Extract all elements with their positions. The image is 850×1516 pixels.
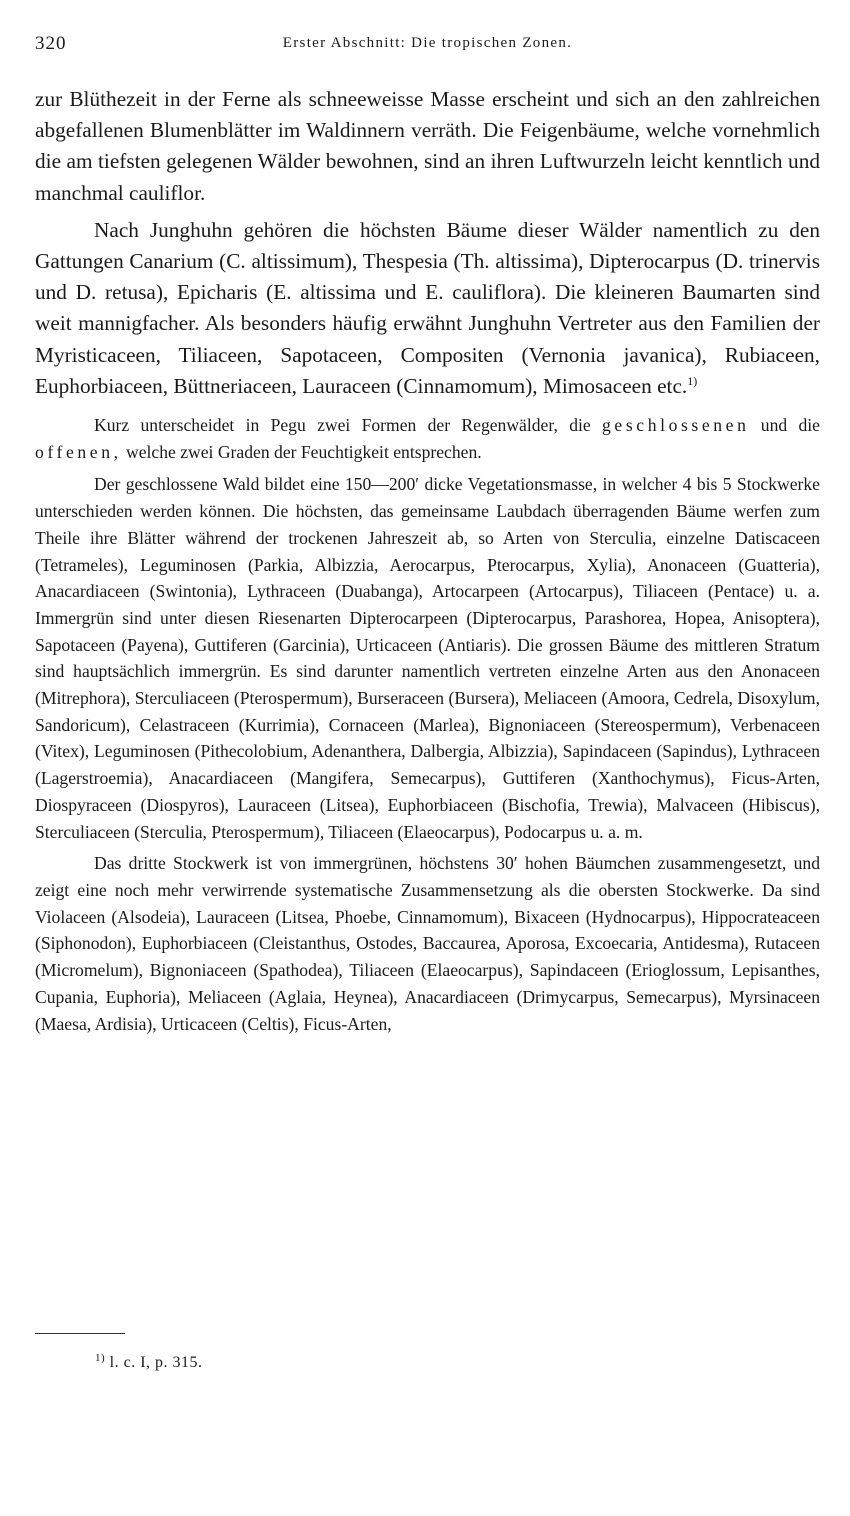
book-page bbox=[35, 0, 820, 1516]
footnote-reference: 1) bbox=[687, 373, 698, 388]
footnote bbox=[95, 1354, 203, 1372]
small-type-section bbox=[35, 412, 820, 1037]
paragraph-junghuhn-text: Nach Junghuhn gehören die höchsten Bäume dieser Wälder namentlich zu den Gattungen Canarium (C. altissimum), Thespesia (Th. altissima), Dipterocarpus (D. trinervis und D. retusa), Epicharis (E. altissima und E. cauliflora). Die kleineren Baumarten sind weit mannigfacher. Als besonders häufig erwähnt Junghuhn Vertreter aus den Familien der Myristicaceen, Tiliaceen, Sapotaceen, Compositen (Vernonia javanica), Rubiaceen, Euphorbiaceen, Büttneriaceen, Lauraceen (Cinnamomum), Mimosaceen etc. bbox=[35, 217, 820, 398]
paragraph-closed-forest: Der geschlossene Wald bildet eine 150—200′ dicke Vegetationsmasse, in welcher 4 bis 5 Stockwerke unterschieden werden können. Die höchsten, das gemeinsame Laubdach überragenden Bäume werfen zum Theile ihre Blätter während der trockenen Jahreszeit ab, so Arten von Sterculia, einzelne Datiscaceen (Tetrameles), Leguminosen (Parkia, Albizzia, Aerocarpus, Pterocarpus, Xylia), Anonaceen (Guatteria), Anacardiaceen (Swintonia), Lythraceen (Duabanga), Artocarpeen (Artocarpus), Tiliaceen (Pentace) u. a. Immergrün sind unter diesen Riesenarten Dipterocarpeen (Dipterocarpus, Parashorea, Hopea, Anisoptera), Sapotaceen (Payena), Guttiferen (Garcinia), Urticaceen (Antiaris). Die grossen Bäume des mittleren Stratum sind hauptsächlich immergrün. Es sind darunter namentlich vertreten einzelne Arten aus den Anonaceen (Mitrephora), Sterculiaceen (Pterospermum), Burseraceen (Bursera), Meliaceen (Amoora, Cedrela, Disoxylum, Sandoricum), Celastraceen (Kurrimia), Cornaceen (Marlea), Bignoniaceen (Stereospermum), Verbenaceen (Vitex), Leguminosen (Pithecolobium, Adenanthera, Dalbergia, Albizzia), Sapindaceen (Sapindus), Lythraceen (Lagerstroemia), Anacardiaceen (Mangifera, Semecarpus), Guttiferen (Xanthochymus), Ficus-Arten, Diospyraceen (Diospyros), Lauraceen (Litsea), Euphorbiaceen (Bischofia, Trewia), Malvaceen (Hibiscus), Sterculiaceen (Sterculia, Pterospermum), Tiliaceen (Elaeocarpus), Podocarpus u. a. m. bbox=[35, 474, 820, 842]
page-header bbox=[35, 33, 820, 57]
footnote-text: l. c. I, p. 315. bbox=[109, 1354, 203, 1371]
paragraph-continuation: zur Blüthezeit in der Ferne als schneeweisse Masse erscheint und sich an den zahlreichen abgefallenen Blumenblätter im Waldinnern verräth. Die Feigenbäume, welche vornehmlich die am tiefsten gelegenen Wälder bewohnen, sind an ihren Luftwurzeln leicht kenntlich und manchmal cauliflor. bbox=[35, 87, 820, 205]
paragraph-kurz-start: Kurz unterscheidet in Pegu zwei Formen der Regenwälder, die bbox=[94, 415, 591, 436]
footnote-divider bbox=[35, 1333, 125, 1334]
spaced-term-offenen: offenen, bbox=[35, 441, 122, 462]
paragraph-kurz-end: welche zwei Graden der Feuchtigkeit entsprechen. bbox=[126, 441, 482, 462]
paragraph-junghuhn bbox=[35, 215, 820, 402]
spaced-term-geschlossenen: geschlossenen bbox=[602, 415, 750, 436]
paragraph-third-storey: Das dritte Stockwerk ist von immergrünen, höchstens 30′ hohen Bäumchen zusammengesetzt, und zeigt eine noch mehr verwirrende systematische Zusammensetzung als die obersten Stockwerke. Da sind Violaceen (Alsodeia), Lauraceen (Litsea, Phoebe, Cinnamomum), Bixaceen (Hydnocarpus), Hippocrateaceen (Siphonodon), Euphorbiaceen (Cleistanthus, Ostodes, Baccaurea, Aporosa, Excoecaria, Antidesma), Rutaceen (Micromelum), Bignoniaceen (Spathodea), Tiliaceen (Elaeocarpus), Sapindaceen (Erioglossum, Lepisanthes, Cupania, Euphoria), Meliaceen (Aglaia, Heynea), Anacardiaceen (Drimycarpus, Semecarpus), Myrsinaceen (Maesa, Ardisia), Urticaceen (Celtis), Ficus-Arten, bbox=[35, 853, 820, 1034]
paragraph-kurz bbox=[35, 412, 820, 465]
page-number: 320 bbox=[35, 33, 67, 54]
running-head: Erster Abschnitt: Die tropischen Zonen. bbox=[282, 35, 573, 51]
page-body bbox=[35, 84, 820, 1037]
paragraph-kurz-mid: und die bbox=[760, 415, 820, 436]
large-type-section bbox=[35, 84, 820, 402]
footnote-marker: 1) bbox=[95, 1352, 106, 1364]
